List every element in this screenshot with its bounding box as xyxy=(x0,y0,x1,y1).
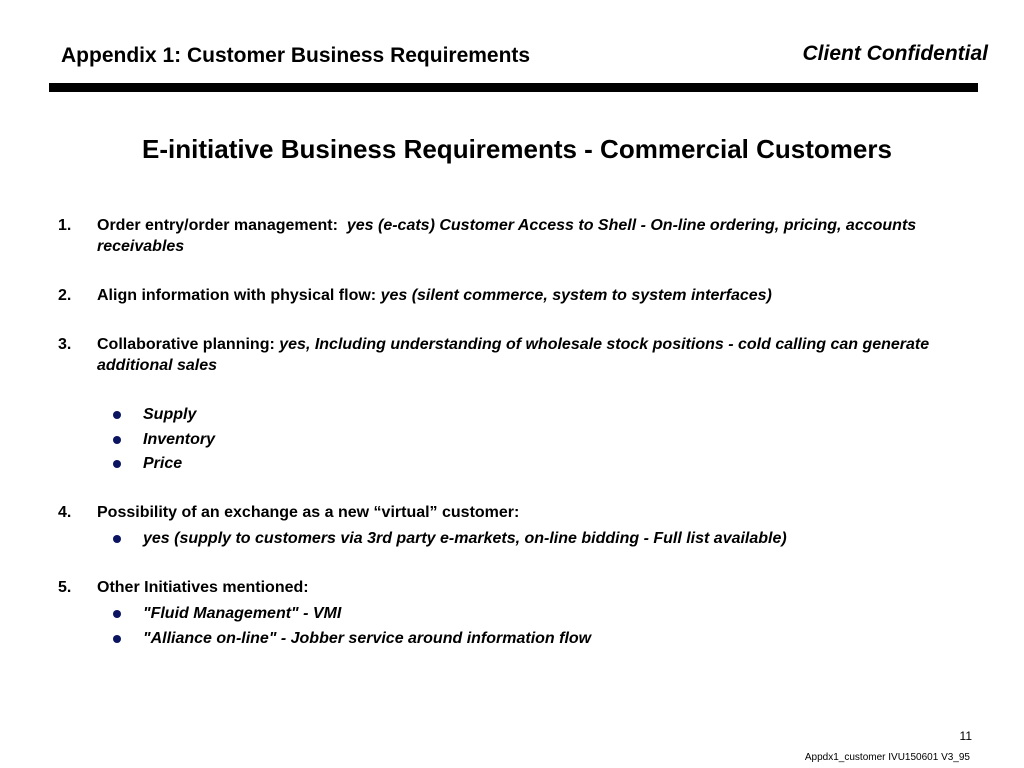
sub-item-text: Price xyxy=(143,455,183,472)
requirement-label: Collaborative planning: xyxy=(97,336,275,353)
sub-item-text: Supply xyxy=(143,406,197,423)
slide-header-title: Appendix 1: Customer Business Requirements xyxy=(61,44,531,67)
sub-list xyxy=(97,603,938,649)
confidential-label: Client Confidential xyxy=(802,42,988,65)
requirement-item xyxy=(58,215,938,257)
requirement-label: Order entry/order management: xyxy=(97,217,338,234)
footer-reference: Appdx1_customer IVU150601 V3_95 xyxy=(804,752,970,763)
requirement-label: Possibility of an exchange as a new “virtual” customer: xyxy=(97,504,520,521)
sub-list xyxy=(97,528,938,549)
bullet-icon xyxy=(113,610,121,618)
requirement-item xyxy=(58,334,938,474)
bullet-icon xyxy=(113,535,121,543)
requirement-item xyxy=(58,577,938,649)
page-number: 11 xyxy=(959,729,972,743)
main-title: E-initiative Business Requirements - Commercial Customers xyxy=(142,134,892,164)
sub-item-text: yes (supply to customers via 3rd party e-markets, on-line bidding - Full list available) xyxy=(143,530,787,547)
bullet-icon xyxy=(113,635,121,643)
sub-item-text: "Fluid Management" - VMI xyxy=(143,605,342,622)
sub-item-text: Inventory xyxy=(143,430,216,448)
bullet-icon xyxy=(113,460,121,468)
requirement-number: 3. xyxy=(58,336,72,353)
sub-list-item xyxy=(97,628,938,649)
requirement-answer: yes (e-cats) Customer Access to Shell - On-line ordering, pricing, accounts receivables xyxy=(97,217,917,255)
requirement-answer: yes (silent commerce, system to system interfaces) xyxy=(380,287,772,304)
sub-list-item xyxy=(97,429,938,450)
requirement-answer: yes, Including understanding of wholesale stock positions - cold calling can generate additional sales xyxy=(97,336,930,374)
sub-list-item xyxy=(97,404,938,425)
header-rule xyxy=(49,83,978,92)
requirement-number: 5. xyxy=(58,579,72,596)
sub-list-item xyxy=(97,603,938,624)
requirement-label: Other Initiatives mentioned: xyxy=(97,579,309,596)
requirement-item xyxy=(58,502,938,549)
sub-list-item xyxy=(97,528,938,549)
bullet-icon xyxy=(113,411,121,419)
requirement-item xyxy=(58,285,938,306)
bullet-icon xyxy=(113,436,121,444)
sub-item-text: "Alliance on-line" - Jobber service around information flow xyxy=(143,629,592,647)
sub-list-item xyxy=(97,453,938,474)
requirements-list xyxy=(58,215,938,649)
requirement-number: 2. xyxy=(58,287,72,304)
requirement-number: 4. xyxy=(58,504,72,521)
requirement-number: 1. xyxy=(58,217,72,234)
requirement-label: Align information with physical flow: xyxy=(97,287,377,304)
sub-list xyxy=(97,404,938,474)
